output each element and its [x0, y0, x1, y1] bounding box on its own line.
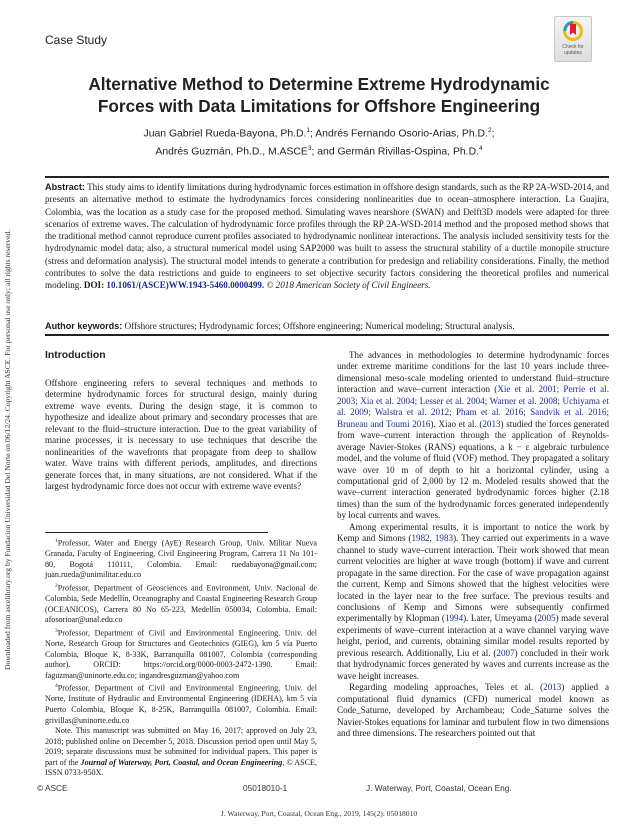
- citation-link[interactable]: 2007: [496, 647, 515, 658]
- citation-link[interactable]: 1982: [411, 533, 430, 544]
- text: ,: [429, 533, 435, 544]
- citation-link[interactable]: Xie et al. 2001; Perrie et al. 2003; Xia et al. 2004; Lesser et al. 2004; Warner et al. 2008; Uchiyama et al. 2009; Walstra et al. 2012; Pham et al. 2016; Sandvik et al. 2016; Bruneau and Toumi 2016: [337, 384, 609, 429]
- author-keywords: [45, 320, 609, 332]
- text: ) studied the forces generated from wave–current interaction through the application of Reynolds-average Navier-Stokes (RANS) equations, a k − ε algebraic turbulence model, and the volume of fluid (VOF) method. They propagated a solitary wave over 10 m of depth to hit a horizontal cylinder, using a computational grid of 2,000 by 12 m. Modeled results showed that the wave–current interaction generated hydrodynamic forces higher (2.18 times) than the sum of the hydrodynamic forces generated independently by local currents and waves.: [337, 418, 610, 521]
- citation-link[interactable]: 1994: [444, 613, 464, 624]
- doi-link[interactable]: 10.1061/(ASCE)WW.1943-5460.0000499.: [106, 280, 265, 291]
- introduction-heading: Introduction: [45, 350, 106, 361]
- paper-title: [40, 73, 598, 117]
- keywords-label: Author keywords:: [45, 321, 123, 331]
- text: ). They carried out experiments in a wave channel to study wave–current interaction. Their work showed that mean current velocities are higher at wave trough (bottom) if wave and current propagate in the same direction. For the case of wave propagation against the current, Kemp and Simons showed that the highest velocities were located in the layer near to the free surface. The previous results and conclusions of Kemp and Simons were subsequently confirmed experimentally by Klopman (: [337, 533, 610, 624]
- footer-journal: J. Waterway, Port, Coastal, Ocean Eng.: [366, 783, 512, 793]
- footnote-text: Professor, Department of Civil and Environmental Engineering, Univ. del Norte, Institute of Hydraulic and Environmental Engineering (IDEHA), km 5 vía Puerto Colombia, Bloque K, 8-25K, Barranquilla 081007, Colombia. Email: grivillas@uninorte.edu.co: [45, 683, 317, 725]
- text: ). Later, Umeyama (: [463, 613, 538, 624]
- section-label: Case Study: [45, 33, 108, 47]
- check-updates-line2: updates: [564, 50, 582, 56]
- citation-link[interactable]: 2005: [537, 613, 556, 624]
- right-column-body: [337, 350, 609, 739]
- author-name: Juan Gabriel Rueda-Bayona, Ph.D.: [143, 128, 307, 140]
- footnote-4: [45, 681, 317, 726]
- author-separator: ;: [491, 128, 495, 140]
- footnote-marker: 1: [55, 538, 58, 544]
- author-separator: ;: [310, 128, 316, 140]
- author-affiliation-marker: 2: [487, 127, 492, 134]
- text: Among experimental results, it is important to notice the work by Kemp and Simons (: [337, 521, 609, 544]
- note-text: Note. This manuscript was submitted on May 16, 2017; approved on July 23, 2018; published online on December 5, 2018. Discussion period open until May 5, 2019; separate discussions must be submitted for individual papers. This paper is part of the: [45, 726, 317, 767]
- abstract: [45, 181, 609, 292]
- copyright: © 2018 American Society of Civil Engineers.: [266, 280, 431, 291]
- crossmark-icon: [562, 20, 584, 42]
- paragraph-modeling: [337, 682, 609, 739]
- title-line-2: Forces with Data Limitations for Offshore Engineering: [97, 96, 541, 116]
- note-issn: , © ASCE, ISSN 0733-950X.: [45, 757, 317, 778]
- footnote-text: Professor, Water and Energy (AyE) Research Group, Univ. Militar Nueva Granada, Faculty of Engineering, Civil Engineering Program, Carrera 11 No 101-80, Bogotá 110111, Colombia. Email: ruedabayona@gmail.com; juan.rueda@unimilitar.edu.co: [45, 538, 317, 580]
- footnote-2: [45, 581, 317, 626]
- author-separator: ; and: [311, 146, 338, 158]
- download-notice: Downloaded from ascelibrary.org by Fundacion Universidad Del Norte on 06/12/24. Copyright ASCE. For personal use only; all rights reserved.: [3, 229, 12, 670]
- text: Regarding modeling approaches, Teles et al. (: [349, 682, 544, 693]
- journal-name: Journal of Waterway, Port, Coastal, and Ocean Engineering: [80, 757, 283, 767]
- introduction-body: [45, 378, 317, 493]
- paragraph-advances: [337, 350, 609, 522]
- introduction-paragraph: Offshore engineering refers to several techniques and methods to determine hydrodynamic forces for structural design, mainly during extreme wave events. During the design stage, it is common to hypothesize and idealize about primary and secondary processes that are relevant to the fluid–structure interaction. Due to the great variability of marine processes, it is necessary to use techniques that describe the nonlinearities of the wavefronts that propagate from deep to shallow water. Wave trains with different periods, amplitudes, and directions generate forces that, in many situations, are not considered. What if the largest hydrodynamic force does not occur with extreme wave events?: [45, 378, 317, 492]
- author-name: Andrés Fernando Osorio-Arias, Ph.D.: [315, 128, 488, 140]
- doi-label: DOI:: [83, 280, 105, 291]
- check-for-updates-button[interactable]: [554, 16, 592, 62]
- text: ). Xiao et al. (: [430, 418, 483, 429]
- citation-link[interactable]: 2013: [543, 682, 562, 693]
- author-name: Germán Rivillas-Ospina, Ph.D.: [337, 146, 479, 158]
- footnote-text: Professor, Department of Geosciences and Environment, Univ. Nacional de Colombia, Sede Medellín, Oceanography and Coastal Engineering Research Group (OCEANICOS), Carrera 80 No 65-223, Medellín 050034, Colombia. Email: afosorioar@unal.edu.co: [45, 583, 317, 625]
- abstract-bottom-divider: [45, 334, 609, 336]
- footnote-text: Professor, Department of Civil and Environmental Engineering, Univ. del Norte, Research Group for Structures and Geotechnics (GIEG), km 5 vía Puerto Colombia, Bloque K, 8-33K, Barranquilla 081007, Colombia (corresponding author). ORCID: https://orcid.org/0000-0003-2472-1390. Email: faguzman@uninorte.edu.co; ingandresguzman@yahoo.com: [45, 628, 317, 680]
- citation-link[interactable]: 1983: [434, 533, 454, 544]
- footnote-1: [45, 536, 317, 581]
- author-affiliation-marker: 3: [307, 145, 312, 153]
- text: ) concluded in their work that hydrodynamic forces generated by waves and currents increase as the wave height increases.: [337, 647, 609, 681]
- author-name: Andrés Guzmán, Ph.D., M.ASCE: [155, 146, 308, 158]
- footnote-divider: [45, 532, 268, 533]
- author-affiliation-marker: 1: [306, 127, 311, 134]
- manuscript-note: [45, 726, 317, 779]
- footer-page-id: 05018010-1: [243, 783, 288, 793]
- text: ) applied a computational fluid dynamics (CFD) numerical model known as Code_Saturne, developed by Archambeau; Code_Saturne solves the Navier-Stokes equations for laminar and turbulent flow in two dimensions and three dimensions. The researchers pointed out that: [337, 682, 609, 738]
- text: ) made several experiments of wave–current interaction at a wave channel varying wave height, period, and currents, obtaining similar model results reported by previous research. Additionally, Liu et al. (: [337, 613, 609, 658]
- check-updates-line1: Check for: [562, 44, 584, 50]
- author-affiliation-marker: 4: [478, 145, 483, 153]
- abstract-label: Abstract:: [45, 182, 85, 192]
- footnote-marker: 4: [55, 683, 58, 690]
- abstract-text: This study aims to identify limitations during hydrodynamic forces estimation in offshore design standards, such as the RP 2A-WSD-2014, and presents an alternative method to estimate the hydrodynamics forces considering nonlinearities due to ocean–atmosphere interaction. La Guajira, Colombia, was the location as a study case for the proposed method. Simulating waves nearshore (SWAN) and Delft3D models were adapted for three scenarios of extreme waves. The calculation of hydrodynamic force profiles through the RP 2A-WSD-2014 method and the proposed method shows that the traditional method cannot reproduce current profiles associated to hydrodynamic nonlinear interactions. The analysis included sensitivity tests for the hydrodynamic model data; also, a structural numerical model using SAP2000 was built to assess the structural stability of a ductile monopile structure (stress and deformation analysis). The structural model intends to generate a contribution for predesign and reliability considerations. Finally, the method contributes to solve the data restrictions and guide to engineers to set objective security factors considering the theoretical profiles and numerical modeling.: [45, 182, 610, 291]
- top-divider: [45, 176, 609, 178]
- paragraph-experimental: [337, 522, 609, 682]
- footnote-marker: 3: [55, 627, 58, 634]
- footnote-marker: 2: [55, 582, 58, 589]
- citation-link[interactable]: 2013: [482, 418, 501, 429]
- text: The advances in methodologies to determine hydrodynamic forces under extreme maritime conditions for the last 10 years include three-dimensional meso-scale modeling oriented to understand fluid–structure interaction and wave–current interaction (: [337, 350, 609, 395]
- footer-citation: J. Waterway, Port, Coastal, Ocean Eng., 2019, 145(2): 05018010: [220, 809, 418, 818]
- author-list: [40, 123, 598, 160]
- footnotes: [45, 536, 317, 779]
- footnote-3: [45, 626, 317, 681]
- title-line-1: Alternative Method to Determine Extreme Hydrodynamic: [88, 74, 550, 94]
- footer-publisher: © ASCE: [37, 783, 68, 793]
- keywords-text: Offshore structures; Hydrodynamic forces; Offshore engineering; Numerical modeling; Structural analysis.: [124, 321, 515, 331]
